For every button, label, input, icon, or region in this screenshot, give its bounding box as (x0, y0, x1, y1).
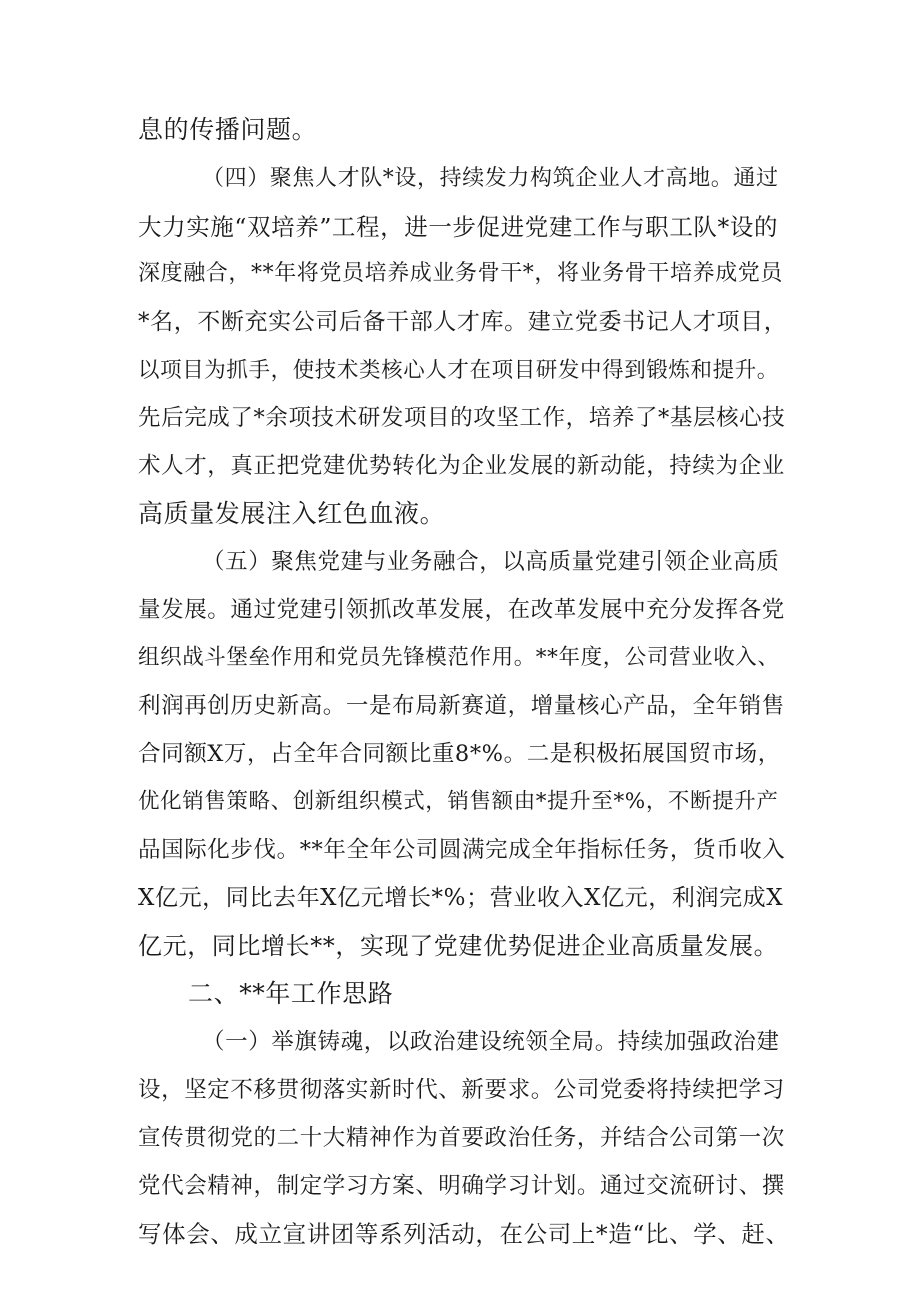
paragraph-line: 设，坚定不移贯彻落实新时代、新要求。公司党委将持续把学习 (138, 1077, 785, 1103)
paragraph-line: 党代会精神，制定学习方案、明确学习计划。通过交流研讨、撰 (138, 1173, 785, 1199)
paragraph-line: 息的传播问题。 (138, 115, 318, 144)
paragraph-line: （四）聚焦人才队*设，持续发力构筑企业人才高地。通过 (202, 166, 779, 191)
paragraph-line: 大力实施“双培养”工程，进一步促进党建工作与职工队*设的 (138, 213, 779, 241)
paragraph-line: 术人才，真正把党建优势转化为企业发展的新动能，持续为企业 (138, 453, 785, 479)
paragraph-line: *名，不断充实公司后备干部人才库。建立党委书记人才项目， (138, 309, 788, 335)
paragraph-line: 先后完成了*余项技术研发项目的攻坚工作，培养了*基层核心技 (138, 405, 786, 431)
paragraph-line: （一）举旗铸魂，以政治建设统领全局。持续加强政治建 (202, 1029, 780, 1055)
paragraph-line: 写体会、成立宣讲团等系列活动，在公司上*造“比、学、赶、 (138, 1220, 790, 1248)
paragraph-line: 量发展。通过党建引领抓改革发展，在改革发展中充分发挥各党 (138, 597, 785, 623)
paragraph-line: 优化销售策略、创新组织模式，销售额由*提升至*%，不断提升产 (138, 789, 779, 814)
paragraph-line: X亿元，同比去年X亿元增长*%；营业收入X亿元，利润完成X (138, 885, 784, 911)
paragraph-line: 高质量发展注入红色血液。 (138, 499, 446, 528)
paragraph-line: 亿元，同比增长**，实现了党建优势促进企业高质量发展。 (138, 932, 779, 960)
paragraph-line: 深度融合，**年将党员培养成业务骨干*，将业务骨干培养成党员 (138, 261, 784, 286)
paragraph-line: （五）聚焦党建与业务融合，以高质量党建引领企业高质 (202, 549, 780, 575)
paragraph-line: 以项目为抓手，使技术类核心人才在项目研发中得到锻炼和提升。 (138, 358, 779, 383)
paragraph-line: 利润再创历史新高。一是布局新赛道，增量核心产品，全年销售 (138, 693, 785, 719)
paragraph-line: 合同额X万，占全年合同额比重8*%。二是积极拓展国贸市场， (138, 741, 781, 767)
paragraph-line: 宣传贯彻党的二十大精神作为首要政治任务，并结合公司第一次 (138, 1125, 785, 1151)
paragraph-line: 品国际化步伐。**年全年公司圆满完成全年指标任务，货币收入 (138, 837, 786, 863)
paragraph-line: 组织战斗堡垒作用和党员先锋模范作用。**年度，公司营业收入、 (138, 645, 780, 670)
section-heading: 二、**年工作思路 (188, 979, 394, 1008)
